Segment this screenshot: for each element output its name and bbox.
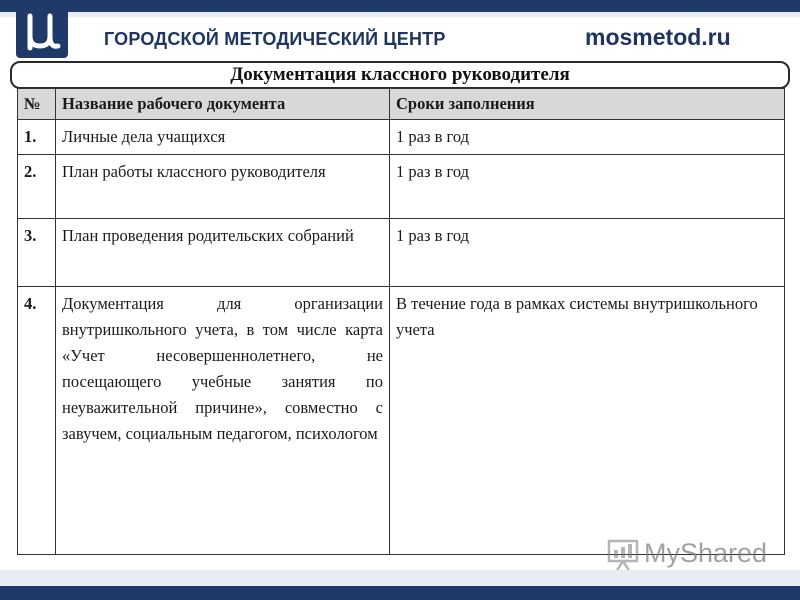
bottom-stripe <box>0 586 800 600</box>
row-document-name: План работы классного руководителя <box>56 155 390 219</box>
row-number: 2. <box>18 155 56 219</box>
row-number: 1. <box>18 120 56 155</box>
row-document-name: Документация для организации внутришкольного учета, в том числе карта «Учет несовершеннолетнего, не посещающего учебные занятия по неуважительной причине», совместно с завучем, социальным педагогом, психологом <box>56 287 390 555</box>
row-document-name: План проведения родительских собраний <box>56 219 390 287</box>
org-name: ГОРОДСКОЙ МЕТОДИЧЕСКИЙ ЦЕНТР <box>104 29 446 49</box>
page-title: Документация классного руководителя <box>230 64 570 85</box>
table-row <box>18 120 785 155</box>
top-stripe <box>0 0 800 12</box>
mu-letter-logo-icon <box>10 2 74 60</box>
watermark-text: MyShared <box>644 538 768 568</box>
bottom-light-band <box>0 570 800 586</box>
row-deadline: 1 раз в год <box>390 120 785 155</box>
header-number: № <box>18 89 56 120</box>
site-link[interactable]: mosmetod.ru <box>585 24 731 50</box>
row-document-name: Личные дела учащихся <box>56 120 390 155</box>
row-number: 4. <box>18 287 56 555</box>
table-row <box>18 155 785 219</box>
row-deadline: В течение года в рамках системы внутришкольного учета <box>390 287 785 555</box>
header-deadline: Сроки заполнения <box>390 89 785 120</box>
documents-table <box>17 88 785 555</box>
table-row <box>18 219 785 287</box>
row-number: 3. <box>18 219 56 287</box>
header-document-name: Название рабочего документа <box>56 89 390 120</box>
row-deadline: 1 раз в год <box>390 219 785 287</box>
table-row <box>18 287 785 555</box>
row-deadline: 1 раз в год <box>390 155 785 219</box>
table-header-row <box>18 89 785 120</box>
